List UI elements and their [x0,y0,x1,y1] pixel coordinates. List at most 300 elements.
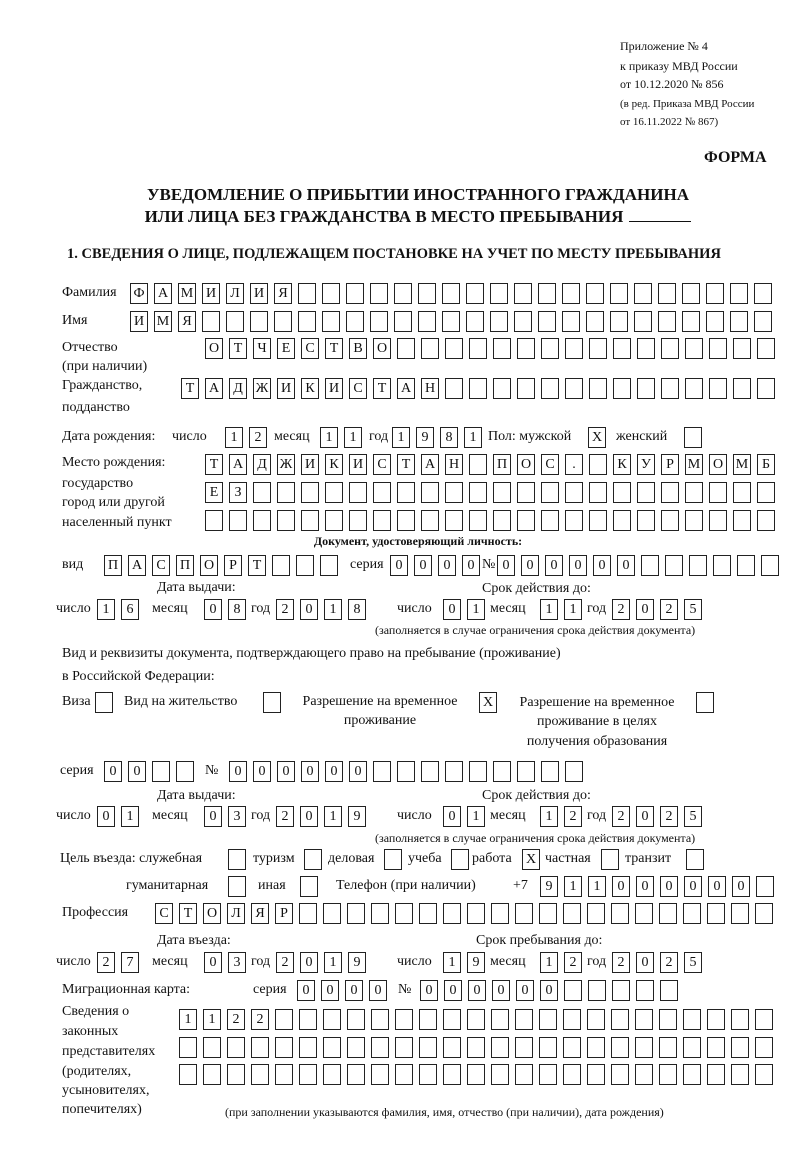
char-cell[interactable]: 0 [97,806,115,827]
char-cell[interactable] [587,903,605,924]
char-cell[interactable]: 1 [324,806,342,827]
char-cell[interactable]: 9 [540,876,558,897]
char-cell[interactable] [589,454,607,475]
char-cell[interactable] [589,378,607,399]
char-cell[interactable]: А [128,555,146,576]
char-cell[interactable] [445,482,463,503]
char-cell[interactable] [419,1037,437,1058]
char-cell[interactable]: А [154,283,172,304]
char-cell[interactable] [371,903,389,924]
char-cell[interactable] [685,482,703,503]
checkbox[interactable] [384,849,402,870]
char-cell[interactable]: Т [325,338,343,359]
char-cell[interactable] [323,1037,341,1058]
char-cell[interactable] [754,283,772,304]
char-cell[interactable] [277,482,295,503]
char-cell[interactable]: 2 [660,806,678,827]
char-cell[interactable]: Ф [130,283,148,304]
char-cell[interactable] [296,555,314,576]
char-cell[interactable] [541,510,559,531]
char-cell[interactable]: 0 [684,876,702,897]
char-cell[interactable]: М [733,454,751,475]
char-cell[interactable]: 2 [97,952,115,973]
char-cell[interactable]: 0 [128,761,146,782]
char-cell[interactable]: 2 [660,952,678,973]
char-cell[interactable] [397,510,415,531]
char-cell[interactable] [517,482,535,503]
char-cell[interactable] [467,1037,485,1058]
char-cell[interactable]: 0 [301,761,319,782]
char-cell[interactable] [469,378,487,399]
checkbox[interactable] [228,849,246,870]
char-cell[interactable] [565,510,583,531]
char-cell[interactable] [661,482,679,503]
char-cell[interactable]: А [421,454,439,475]
char-cell[interactable] [442,283,460,304]
char-cell[interactable] [635,903,653,924]
char-cell[interactable] [682,311,700,332]
char-cell[interactable]: О [205,338,223,359]
char-cell[interactable] [301,510,319,531]
char-cell[interactable]: 0 [438,555,456,576]
char-cell[interactable] [685,510,703,531]
char-cell[interactable] [250,311,268,332]
char-cell[interactable]: О [203,903,221,924]
char-cell[interactable] [298,283,316,304]
char-cell[interactable] [179,1037,197,1058]
char-cell[interactable] [325,510,343,531]
char-cell[interactable] [394,283,412,304]
char-cell[interactable]: К [301,378,319,399]
char-cell[interactable] [323,1064,341,1085]
char-cell[interactable] [707,903,725,924]
char-cell[interactable]: 8 [440,427,458,448]
char-cell[interactable]: Ж [253,378,271,399]
char-cell[interactable] [730,283,748,304]
char-cell[interactable] [299,1037,317,1058]
char-cell[interactable] [349,510,367,531]
char-cell[interactable]: 0 [420,980,438,1001]
char-cell[interactable]: 0 [297,980,315,1001]
char-cell[interactable] [445,338,463,359]
char-cell[interactable] [349,482,367,503]
char-cell[interactable] [371,1037,389,1058]
char-cell[interactable]: К [325,454,343,475]
char-cell[interactable]: 0 [443,806,461,827]
char-cell[interactable]: П [104,555,122,576]
char-cell[interactable]: 1 [324,952,342,973]
char-cell[interactable]: 0 [229,761,247,782]
char-cell[interactable] [301,482,319,503]
char-cell[interactable] [613,338,631,359]
char-cell[interactable] [539,1037,557,1058]
char-cell[interactable] [347,1064,365,1085]
char-cell[interactable]: 0 [300,599,318,620]
char-cell[interactable]: С [541,454,559,475]
char-cell[interactable] [419,903,437,924]
char-cell[interactable] [152,761,170,782]
char-cell[interactable]: 0 [204,952,222,973]
char-cell[interactable] [707,1037,725,1058]
char-cell[interactable] [395,903,413,924]
char-cell[interactable] [421,510,439,531]
char-cell[interactable]: 0 [277,761,295,782]
char-cell[interactable] [491,903,509,924]
char-cell[interactable] [493,510,511,531]
char-cell[interactable]: 1 [540,806,558,827]
char-cell[interactable]: И [301,454,319,475]
char-cell[interactable] [541,761,559,782]
char-cell[interactable]: 0 [443,599,461,620]
char-cell[interactable]: И [202,283,220,304]
char-cell[interactable] [346,283,364,304]
char-cell[interactable] [445,378,463,399]
char-cell[interactable] [755,903,773,924]
char-cell[interactable]: П [493,454,511,475]
char-cell[interactable] [588,980,606,1001]
char-cell[interactable]: 0 [345,980,363,1001]
char-cell[interactable]: Т [205,454,223,475]
char-cell[interactable]: 3 [228,952,246,973]
char-cell[interactable] [755,1037,773,1058]
char-cell[interactable] [421,761,439,782]
char-cell[interactable] [179,1064,197,1085]
char-cell[interactable] [562,311,580,332]
char-cell[interactable] [637,482,655,503]
char-cell[interactable] [421,338,439,359]
char-cell[interactable] [659,903,677,924]
char-cell[interactable] [635,1009,653,1030]
char-cell[interactable] [610,283,628,304]
char-cell[interactable]: Я [178,311,196,332]
char-cell[interactable]: 0 [636,876,654,897]
char-cell[interactable] [731,1037,749,1058]
char-cell[interactable] [539,903,557,924]
char-cell[interactable] [665,555,683,576]
char-cell[interactable] [419,1064,437,1085]
char-cell[interactable] [757,338,775,359]
char-cell[interactable] [757,510,775,531]
char-cell[interactable]: 0 [369,980,387,1001]
char-cell[interactable] [733,378,751,399]
char-cell[interactable] [514,311,532,332]
char-cell[interactable] [325,482,343,503]
char-cell[interactable] [658,283,676,304]
char-cell[interactable]: 1 [392,427,410,448]
char-cell[interactable] [709,482,727,503]
char-cell[interactable]: И [277,378,295,399]
char-cell[interactable] [539,1009,557,1030]
char-cell[interactable] [755,1009,773,1030]
checkbox[interactable]: X [588,427,606,448]
char-cell[interactable] [373,761,391,782]
char-cell[interactable] [611,1009,629,1030]
char-cell[interactable]: 0 [321,980,339,1001]
char-cell[interactable] [564,980,582,1001]
char-cell[interactable]: 0 [104,761,122,782]
char-cell[interactable]: 0 [521,555,539,576]
char-cell[interactable] [613,482,631,503]
char-cell[interactable] [469,510,487,531]
char-cell[interactable]: И [250,283,268,304]
char-cell[interactable] [491,1064,509,1085]
char-cell[interactable]: 0 [204,806,222,827]
char-cell[interactable]: 9 [416,427,434,448]
char-cell[interactable] [226,311,244,332]
char-cell[interactable] [299,903,317,924]
char-cell[interactable] [541,482,559,503]
char-cell[interactable] [737,555,755,576]
char-cell[interactable] [757,378,775,399]
char-cell[interactable] [299,1009,317,1030]
char-cell[interactable] [635,1037,653,1058]
char-cell[interactable] [683,1064,701,1085]
char-cell[interactable] [469,482,487,503]
char-cell[interactable] [395,1009,413,1030]
char-cell[interactable]: 1 [97,599,115,620]
checkbox[interactable] [263,692,281,713]
char-cell[interactable]: И [130,311,148,332]
char-cell[interactable] [229,510,247,531]
char-cell[interactable] [541,338,559,359]
char-cell[interactable]: 0 [636,806,654,827]
char-cell[interactable] [612,980,630,1001]
char-cell[interactable] [641,555,659,576]
checkbox[interactable] [696,692,714,713]
char-cell[interactable] [565,338,583,359]
char-cell[interactable] [418,283,436,304]
char-cell[interactable] [517,378,535,399]
char-cell[interactable]: 1 [324,599,342,620]
char-cell[interactable] [467,903,485,924]
char-cell[interactable]: Р [275,903,293,924]
char-cell[interactable]: Е [277,338,295,359]
char-cell[interactable]: 2 [251,1009,269,1030]
char-cell[interactable] [227,1037,245,1058]
char-cell[interactable] [323,903,341,924]
char-cell[interactable] [274,311,292,332]
char-cell[interactable] [563,1064,581,1085]
char-cell[interactable] [754,311,772,332]
char-cell[interactable] [517,761,535,782]
char-cell[interactable]: Р [224,555,242,576]
char-cell[interactable] [205,510,223,531]
char-cell[interactable] [610,311,628,332]
char-cell[interactable]: Т [397,454,415,475]
char-cell[interactable]: 0 [253,761,271,782]
char-cell[interactable] [469,761,487,782]
char-cell[interactable] [373,482,391,503]
char-cell[interactable] [709,378,727,399]
char-cell[interactable]: Т [179,903,197,924]
char-cell[interactable] [203,1064,221,1085]
char-cell[interactable]: С [301,338,319,359]
char-cell[interactable] [637,378,655,399]
char-cell[interactable] [613,510,631,531]
checkbox[interactable]: X [522,849,540,870]
char-cell[interactable]: 2 [612,599,630,620]
char-cell[interactable] [757,482,775,503]
char-cell[interactable]: М [685,454,703,475]
char-cell[interactable] [730,311,748,332]
char-cell[interactable] [275,1064,293,1085]
char-cell[interactable]: 2 [564,806,582,827]
char-cell[interactable] [346,311,364,332]
char-cell[interactable]: Я [274,283,292,304]
char-cell[interactable]: 0 [444,980,462,1001]
char-cell[interactable]: 0 [492,980,510,1001]
char-cell[interactable] [445,510,463,531]
char-cell[interactable] [491,1009,509,1030]
char-cell[interactable]: 2 [276,806,294,827]
char-cell[interactable]: О [373,338,391,359]
char-cell[interactable] [445,761,463,782]
char-cell[interactable]: К [613,454,631,475]
char-cell[interactable]: 2 [227,1009,245,1030]
char-cell[interactable] [563,903,581,924]
char-cell[interactable] [515,903,533,924]
char-cell[interactable] [370,283,388,304]
char-cell[interactable]: 0 [300,806,318,827]
char-cell[interactable]: Р [661,454,679,475]
char-cell[interactable] [277,510,295,531]
char-cell[interactable] [661,510,679,531]
char-cell[interactable] [713,555,731,576]
char-cell[interactable] [493,761,511,782]
char-cell[interactable] [539,1064,557,1085]
checkbox[interactable] [451,849,469,870]
char-cell[interactable] [466,311,484,332]
char-cell[interactable]: 0 [708,876,726,897]
char-cell[interactable]: 0 [462,555,480,576]
char-cell[interactable] [586,311,604,332]
char-cell[interactable] [541,378,559,399]
char-cell[interactable] [589,338,607,359]
char-cell[interactable]: У [637,454,655,475]
char-cell[interactable]: И [325,378,343,399]
char-cell[interactable] [515,1009,533,1030]
char-cell[interactable] [709,510,727,531]
char-cell[interactable]: 1 [344,427,362,448]
char-cell[interactable]: 3 [228,806,246,827]
char-cell[interactable] [587,1009,605,1030]
char-cell[interactable]: Е [205,482,223,503]
char-cell[interactable] [733,510,751,531]
char-cell[interactable]: А [205,378,223,399]
char-cell[interactable] [685,378,703,399]
char-cell[interactable] [275,1009,293,1030]
char-cell[interactable] [586,283,604,304]
char-cell[interactable] [635,1064,653,1085]
char-cell[interactable]: М [178,283,196,304]
char-cell[interactable]: Т [248,555,266,576]
checkbox[interactable] [228,876,246,897]
char-cell[interactable] [443,903,461,924]
char-cell[interactable]: 2 [249,427,267,448]
char-cell[interactable] [565,482,583,503]
char-cell[interactable]: Ч [253,338,271,359]
char-cell[interactable] [689,555,707,576]
checkbox[interactable] [300,876,318,897]
char-cell[interactable]: 2 [564,952,582,973]
char-cell[interactable] [418,311,436,332]
char-cell[interactable]: 1 [467,806,485,827]
char-cell[interactable]: 0 [612,876,630,897]
char-cell[interactable] [493,378,511,399]
char-cell[interactable] [637,510,655,531]
char-cell[interactable] [731,1064,749,1085]
char-cell[interactable] [490,283,508,304]
char-cell[interactable] [611,903,629,924]
char-cell[interactable] [565,761,583,782]
char-cell[interactable] [517,338,535,359]
char-cell[interactable]: И [349,454,367,475]
char-cell[interactable]: 1 [540,599,558,620]
char-cell[interactable] [613,378,631,399]
char-cell[interactable]: 6 [121,599,139,620]
char-cell[interactable]: А [397,378,415,399]
char-cell[interactable] [709,338,727,359]
char-cell[interactable]: Л [226,283,244,304]
char-cell[interactable] [761,555,779,576]
char-cell[interactable]: 0 [468,980,486,1001]
char-cell[interactable] [587,1037,605,1058]
char-cell[interactable] [563,1009,581,1030]
char-cell[interactable]: 1 [225,427,243,448]
char-cell[interactable] [371,1009,389,1030]
char-cell[interactable]: Д [253,454,271,475]
char-cell[interactable]: С [349,378,367,399]
checkbox[interactable] [686,849,704,870]
char-cell[interactable] [634,311,652,332]
char-cell[interactable] [707,1064,725,1085]
char-cell[interactable] [493,338,511,359]
char-cell[interactable] [707,1009,725,1030]
char-cell[interactable]: 1 [121,806,139,827]
char-cell[interactable] [611,1037,629,1058]
char-cell[interactable] [397,761,415,782]
char-cell[interactable]: О [517,454,535,475]
char-cell[interactable]: 0 [636,952,654,973]
char-cell[interactable]: 8 [228,599,246,620]
char-cell[interactable]: 0 [593,555,611,576]
char-cell[interactable]: 9 [348,952,366,973]
checkbox[interactable] [304,849,322,870]
char-cell[interactable] [517,510,535,531]
char-cell[interactable] [419,1009,437,1030]
char-cell[interactable]: 5 [684,952,702,973]
char-cell[interactable]: Т [181,378,199,399]
char-cell[interactable]: Ж [277,454,295,475]
char-cell[interactable] [370,311,388,332]
char-cell[interactable] [562,283,580,304]
char-cell[interactable] [253,510,271,531]
char-cell[interactable]: 0 [204,599,222,620]
char-cell[interactable]: 0 [300,952,318,973]
char-cell[interactable]: 9 [467,952,485,973]
char-cell[interactable]: 2 [276,952,294,973]
char-cell[interactable] [275,1037,293,1058]
char-cell[interactable] [661,338,679,359]
char-cell[interactable]: П [176,555,194,576]
char-cell[interactable] [706,283,724,304]
char-cell[interactable]: 0 [516,980,534,1001]
char-cell[interactable]: М [154,311,172,332]
char-cell[interactable] [442,311,460,332]
char-cell[interactable] [466,283,484,304]
char-cell[interactable] [660,980,678,1001]
char-cell[interactable] [661,378,679,399]
